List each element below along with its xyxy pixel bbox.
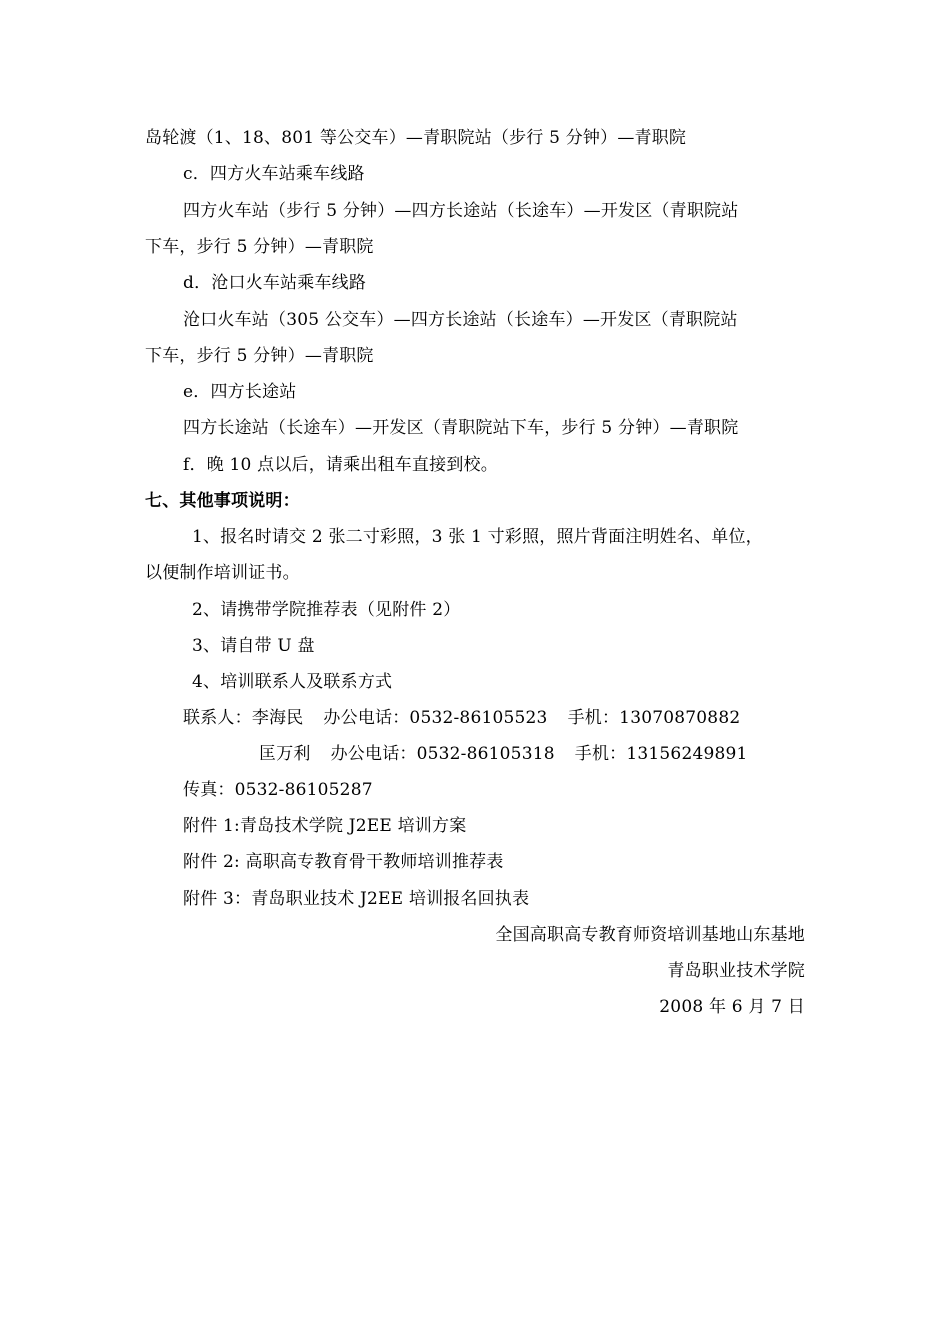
route-d-title: d．沧口火车站乘车线路: [183, 273, 367, 293]
route-c-line1: 四方火车站（步行 5 分钟）—四方长途站（长途车）—开发区（青职院站: [183, 201, 739, 221]
attachment-2: 附件 2: 高职高专教育骨干教师培训推荐表: [183, 852, 504, 872]
route-b-continued: 岛轮渡（1、18、801 等公交车）—青职院站（步行 5 分钟）—青职院: [145, 128, 687, 148]
office-phone: 0532-86105318: [416, 744, 555, 764]
contact-label: 联系人：: [183, 708, 252, 728]
item-1-line1: 1、报名时请交 2 张二寸彩照，3 张 1 寸彩照，照片背面注明姓名、单位，: [192, 527, 763, 547]
contact-name: 李海民: [251, 708, 304, 728]
signature-org-base: 全国高职高专教育师资培训基地山东基地: [495, 925, 805, 945]
item-3: 3、请自带 U 盘: [192, 636, 315, 656]
signature-date: 2008 年 6 月 7 日: [659, 997, 805, 1017]
contact-name: 匡万利: [259, 744, 311, 764]
route-d-line2: 下车，步行 5 分钟）—青职院: [145, 346, 374, 366]
route-c-title: c．四方火车站乘车线路: [183, 164, 365, 184]
office-phone-label: 办公电话：: [330, 744, 417, 764]
fax-line: 传真：0532-86105287: [183, 780, 373, 800]
mobile-label: 手机：: [574, 744, 627, 764]
mobile-label: 手机：: [567, 708, 620, 728]
route-f-line: f．晚 10 点以后，请乘出租车直接到校。: [183, 455, 498, 475]
route-e-title: e．四方长途站: [183, 382, 297, 402]
mobile-phone: 13156249891: [626, 744, 748, 764]
item-2: 2、请携带学院推荐表（见附件 2）: [192, 600, 461, 620]
attachment-3: 附件 3：青岛职业技术 J2EE 培训报名回执表: [183, 889, 530, 909]
attachment-1: 附件 1:青岛技术学院 J2EE 培训方案: [183, 816, 467, 836]
item-1-line2: 以便制作培训证书。: [145, 563, 300, 583]
contact-row: [259, 743, 748, 765]
item-4: 4、培训联系人及联系方式: [192, 672, 393, 692]
route-c-line2: 下车，步行 5 分钟）—青职院: [145, 237, 374, 257]
section-heading: 七、其他事项说明：: [145, 491, 300, 511]
office-phone: 0532-86105523: [409, 708, 548, 728]
route-d-line1: 沧口火车站（305 公交车）—四方长途站（长途车）—开发区（青职院站: [183, 310, 738, 330]
office-phone-label: 办公电话：: [323, 708, 410, 728]
contact-row: [183, 707, 740, 729]
mobile-phone: 13070870882: [619, 708, 741, 728]
route-e-line1: 四方长途站（长途车）—开发区（青职院站下车，步行 5 分钟）—青职院: [183, 418, 739, 438]
signature-org-college: 青岛职业技术学院: [667, 961, 805, 981]
